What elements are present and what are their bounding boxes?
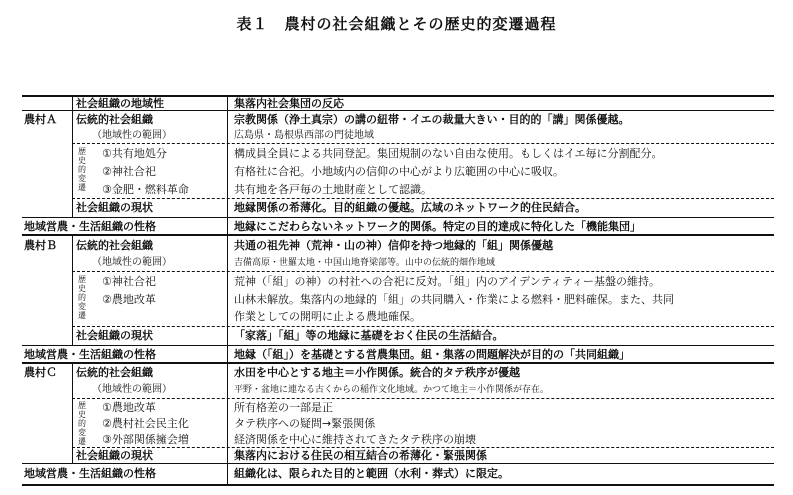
- section-c-nature-label: 地域営農・生活組織の性格: [24, 467, 156, 480]
- section-a-history-1-label: ①共有地処分: [102, 147, 167, 160]
- section-b-history-2-value-cont: 作業としての開明に止よる農地確保。: [234, 310, 421, 323]
- section-a-nature-value: 地縁にこだわらないネットワーク的関係。特定の目的達成に特化した「機能集団」: [234, 220, 641, 233]
- section-b-range-value: 吉備高原・世羅太地・中国山地脊梁部等。山中の伝統的畑作地域: [234, 258, 496, 268]
- section-c-history-1-label: ①農地改革: [102, 401, 156, 414]
- section-a-range-value: 広島県・島根県西部の門徒地域: [234, 130, 374, 141]
- section-c-history-1-value: 所有格差の一部是正: [234, 401, 333, 414]
- section-a-name: 農村Ａ: [24, 113, 57, 126]
- section-a-history-label: 歴史的変遷: [78, 147, 86, 192]
- section-a-history-2-label: ②神社合祀: [102, 165, 156, 178]
- section-c-nature-value: 組織化は、限られた目的と範囲（水利・葬式）に限定。: [234, 467, 509, 480]
- header-col2: 集落内社会集団の反応: [234, 97, 344, 110]
- section-a-traditional-label: 伝統的社会組織: [76, 113, 153, 126]
- section-c-current-value: 集落内における住民の相互結合の希薄化・緊張関係: [234, 449, 487, 462]
- section-b-name: 農村Ｂ: [24, 239, 57, 252]
- section-b-current-value: 「家落」「組」等の地縁に基礎をおく住民の生活結合。: [234, 329, 504, 342]
- section-b-history-2-label: ②農地改革: [102, 293, 156, 306]
- section-b-nature-label: 地域営農・生活組織の性格: [24, 348, 156, 361]
- section-b-traditional-label: 伝統的社会組織: [76, 239, 153, 252]
- section-c-range-label: （地域性の範囲）: [92, 384, 172, 395]
- history-table: [22, 95, 774, 485]
- section-a-nature-label: 地域営農・生活組織の性格: [24, 220, 156, 233]
- section-a-traditional-value: 宗教関係（浄土真宗）の講の紐帯・イエの裁量大きい・目的的「講」関係優越。: [234, 113, 630, 126]
- section-c-name: 農村Ｃ: [24, 366, 57, 379]
- table-title: 表１ 農村の社会組織とその歴史的変遷過程: [236, 15, 557, 33]
- section-a-range-label: （地域性の範囲）: [92, 130, 172, 141]
- section-a-current-label: 社会組織の現状: [76, 201, 153, 214]
- section-b-history-label: 歴史的変遷: [78, 275, 86, 320]
- section-b-traditional-value: 共通の祖先神（荒神・山の神）信仰を持つ地縁的「組」関係優越: [234, 239, 553, 252]
- section-c-history-2-value: タテ秩序への疑問→緊張関係: [234, 417, 376, 430]
- section-a-history-3-label: ③金肥・燃料革命: [102, 183, 189, 196]
- section-b-history-1-value: 荒神（「組」の神）の村社への合祀に反対。「組」内のアイデンティティー基盤の維持。: [234, 275, 661, 288]
- section-b-nature-value: 地縁（「組」）を基礎とする営農集団。組・集落の問題解決が目的の「共同組織」: [234, 348, 630, 361]
- header-col1: 社会組織の地域性: [76, 97, 164, 110]
- section-c-traditional-label: 伝統的社会組織: [76, 366, 153, 379]
- section-c-history-3-label: ③外部関係擁会増: [102, 433, 189, 446]
- section-b-current-label: 社会組織の現状: [76, 329, 153, 342]
- section-b-range-label: （地域性の範囲）: [92, 257, 172, 268]
- section-c-history-2-label: ②農村社会民主化: [102, 417, 189, 430]
- section-a-history-3-value: 共有地を各戸毎の土地財産として認識。: [234, 183, 432, 196]
- section-a-history-2-value: 有格社に合祀。小地域内の信仰の中心がより広範囲の中心に吸収。: [234, 165, 564, 178]
- section-c-traditional-value: 水田を中心とする地主＝小作関係。統合的タテ秩序が優越: [234, 366, 520, 379]
- section-b-history-2-value: 山林未解放。集落内の地縁的「組」の共同購入・作業による燃料・肥料確保。また、共同: [234, 293, 674, 306]
- section-a-history-1-value: 構成員全員による共同登記。集団規制のない自由な使用。もしくはイエ毎に分割配分。: [234, 147, 663, 160]
- section-b-history-1-label: ①神社合祀: [102, 275, 156, 288]
- section-c-current-label: 社会組織の現状: [76, 449, 153, 462]
- section-c-range-value: 平野・盆地に連なる古くからの稲作文化地域。かつて地主＝小作関係が存在。: [234, 385, 550, 395]
- section-c-history-label: 歴史的変遷: [78, 401, 86, 446]
- section-c-history-3-value: 経済関係を中心に維持されてきたタテ秩序の崩壊: [234, 433, 476, 446]
- section-a-current-value: 地縁関係の希薄化。目的組織の優越。広域のネットワーク的住民結合。: [234, 201, 586, 214]
